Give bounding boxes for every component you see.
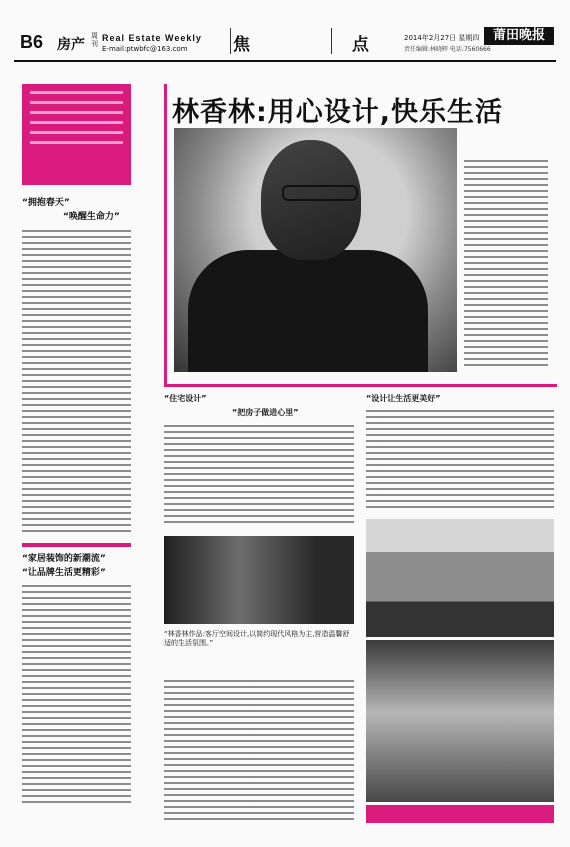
room-caption: “林香林作品:客厅空间设计,以简约现代风格为主,营造温馨舒适的生活氛围。”: [164, 630, 350, 647]
sidebar-item1-subtitle: “唤醒生命力”: [63, 212, 120, 222]
email-address: E-mail:ptwbfc@163.com: [102, 45, 188, 53]
middle-column-subtitle: “把房子做进心里”: [232, 408, 299, 417]
portrait-shoulders: [188, 250, 428, 372]
hall-photo: [366, 640, 554, 802]
footer-pink-bar: [366, 805, 554, 823]
sidebar-item1-title: “拥抱春天”: [22, 198, 70, 208]
room-photo: [164, 536, 354, 624]
masthead-logo: 莆田晚报: [484, 27, 554, 45]
right-text-block: [366, 410, 554, 510]
sidebar-divider: [22, 543, 131, 547]
focus-title: 焦 点: [233, 35, 417, 55]
sidebar-text-block: [22, 230, 131, 532]
middle-text-block-2: [164, 680, 354, 820]
weekly-label: 周刊: [91, 32, 98, 48]
issue-date: 2014年2月27日 星期四: [404, 34, 480, 42]
editor-info: 责任编辑:林晓晖 电话:7560666: [404, 46, 491, 53]
header-rule: [14, 60, 556, 62]
middle-column-title: “住宅设计”: [164, 394, 207, 403]
sidebar-pink-box: [22, 84, 131, 185]
portrait-glasses: [282, 185, 358, 201]
right-column-title: “设计让生活更美好”: [366, 394, 441, 403]
feature-headline: 林香林:用心设计,快乐生活: [172, 97, 504, 128]
page-number: B6: [20, 32, 44, 52]
middle-text-block: [164, 425, 354, 525]
sidebar-text-block-2: [22, 585, 131, 805]
sidebar-item2-subtitle: “让品牌生活更精彩”: [22, 568, 106, 578]
villa-photo: [366, 519, 554, 637]
section-title: 房产: [57, 37, 85, 53]
feature-text-column: [464, 160, 548, 370]
sidebar-item2-title: “家居装饰的新潮流”: [22, 554, 106, 564]
weekly-english-title: Real Estate Weekly: [102, 33, 202, 43]
